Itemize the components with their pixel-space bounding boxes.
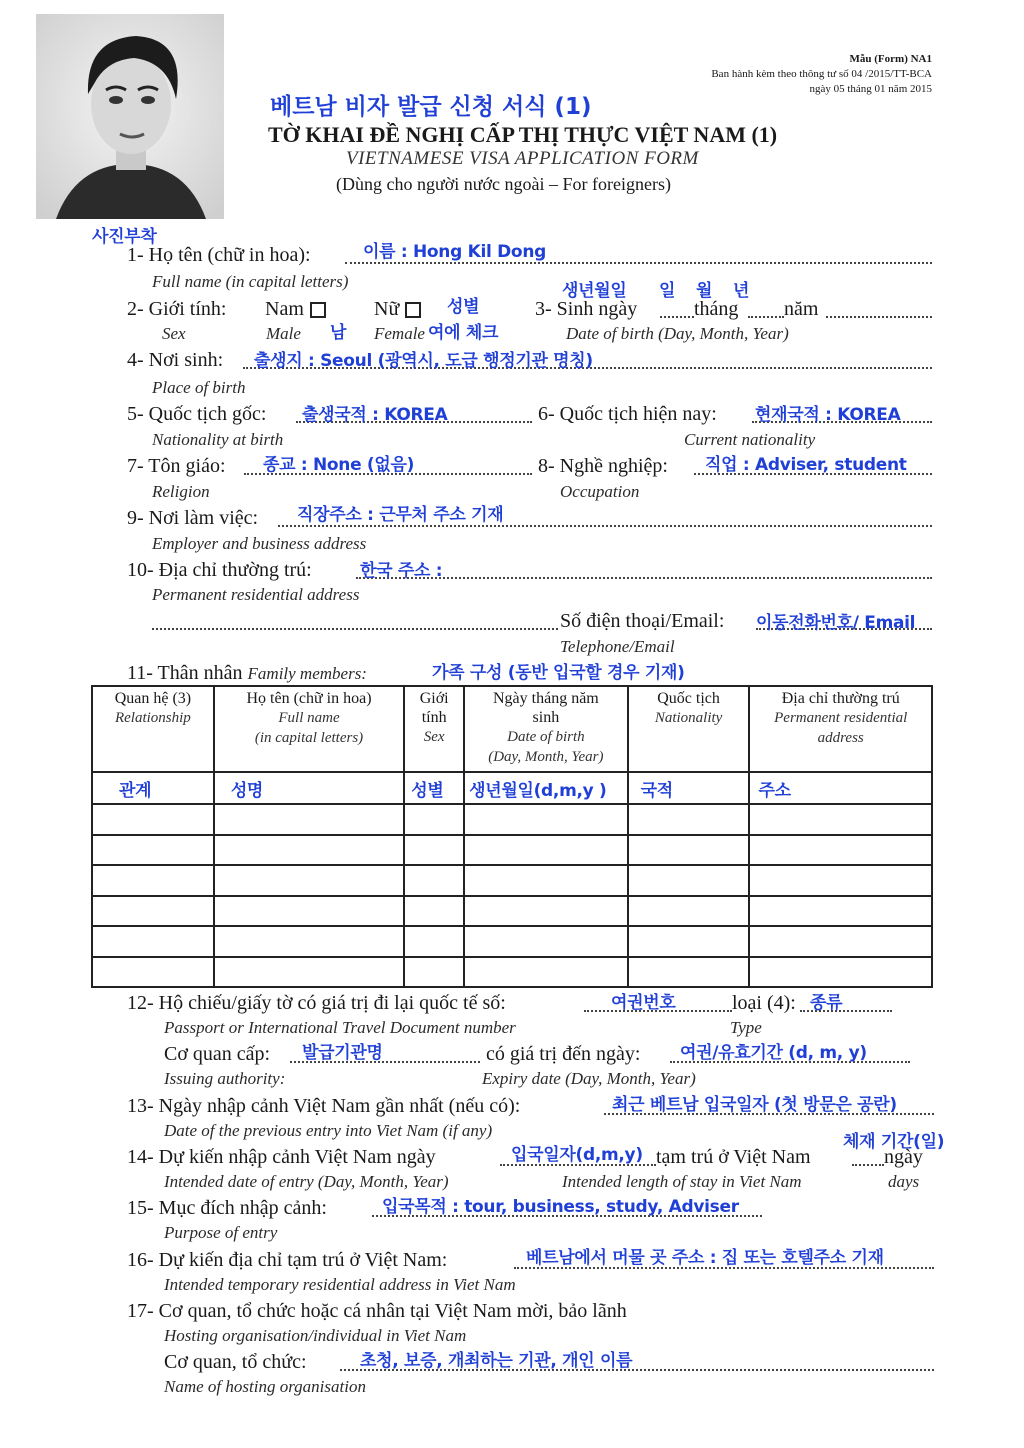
header-vn-2: tính <box>421 709 447 726</box>
cell[interactable] <box>404 804 464 835</box>
issuing-authority-label: Cơ quan cấp: <box>164 1043 271 1065</box>
hosting-org-value[interactable]: 초청, 보증, 개최하는 기관, 개인 이름 <box>360 1351 633 1371</box>
field-12-type-en: Type <box>730 1018 762 1037</box>
cell[interactable] <box>214 835 404 866</box>
field-4-value[interactable]: 출생지 : Seoul (광역시, 도급 행정기관 명칭) <box>254 351 593 371</box>
cell[interactable] <box>214 926 404 957</box>
issuing-authority-en: Issuing authority: <box>164 1069 286 1088</box>
field-5-label: 5- Quốc tịch gốc: <box>127 403 267 425</box>
header-vn: Họ tên (chữ in hoa) <box>246 690 372 707</box>
header-date-of-birth <box>464 686 628 772</box>
field-8-label: 8- Nghề nghiệp: <box>538 455 668 477</box>
cell[interactable] <box>628 865 750 896</box>
field-1-value[interactable]: 이름 : Hong Kil Dong <box>363 242 546 262</box>
field-12-en: Passport or International Travel Document number <box>164 1018 516 1037</box>
male-option[interactable] <box>265 298 326 321</box>
cell[interactable] <box>214 865 404 896</box>
cell[interactable] <box>214 957 404 988</box>
form-info <box>711 52 932 97</box>
phone-en: Telephone/Email <box>560 637 675 656</box>
cell[interactable] <box>749 835 932 866</box>
field-12-label: 12- Hộ chiếu/giấy tờ có giá trị đi lại quốc tế số: <box>127 992 506 1014</box>
cell[interactable] <box>92 926 214 957</box>
cell[interactable] <box>749 896 932 927</box>
header-relationship <box>92 686 214 772</box>
stay-label: tạm trú ở Việt Nam <box>656 1146 811 1168</box>
ko-dob: 생년월일(d,m,y ) <box>464 772 628 804</box>
female-en: Female <box>374 324 425 343</box>
table-row[interactable] <box>92 896 932 927</box>
field-16-label: 16- Dự kiến địa chỉ tạm trú ở Việt Nam: <box>127 1249 448 1271</box>
cell[interactable] <box>749 804 932 835</box>
table-row[interactable] <box>92 926 932 957</box>
ko-address: 주소 <box>749 772 932 804</box>
field-1-en: Full name (in capital letters) <box>152 272 349 291</box>
issued-with: Ban hành kèm theo thông tư số 04 /2015/TT-BCA <box>711 68 932 80</box>
field-9-line <box>278 525 932 527</box>
field-3-label-year: năm <box>784 298 819 320</box>
table-row[interactable] <box>92 804 932 835</box>
header-en: Nationality <box>654 710 723 726</box>
field-10-line-2[interactable] <box>152 628 558 630</box>
phone-value[interactable]: 이동전화번호/ Email <box>756 613 916 633</box>
cell[interactable] <box>92 865 214 896</box>
field-6-en: Current nationality <box>684 430 816 449</box>
field-3-ko-year: 년 <box>733 281 750 301</box>
field-14-en: Intended date of entry (Day, Month, Year) <box>164 1172 449 1191</box>
passport-type-value[interactable]: 종류 <box>810 993 843 1013</box>
header-en-2: address <box>817 730 864 746</box>
cell[interactable] <box>464 865 628 896</box>
cell[interactable] <box>404 835 464 866</box>
hosting-org-label: Cơ quan, tổ chức: <box>164 1351 307 1373</box>
field-8-value[interactable]: 직업 : Adviser, student <box>705 455 907 475</box>
field-11-vn: 11- Thân nhân <box>127 662 243 684</box>
cell[interactable] <box>214 804 404 835</box>
header-en: Sex <box>423 729 445 745</box>
title-english: VIETNAMESE VISA APPLICATION FORM <box>346 148 699 169</box>
table-row[interactable] <box>92 865 932 896</box>
cell[interactable] <box>404 896 464 927</box>
field-17-label: 17- Cơ quan, tổ chức hoặc cá nhân tại Việt Nam mời, bảo lãnh <box>127 1300 627 1322</box>
field-1-label: 1- Họ tên (chữ in hoa): <box>127 244 311 266</box>
field-10-en: Permanent residential address <box>152 585 360 604</box>
field-8-en: Occupation <box>560 482 640 501</box>
cell[interactable] <box>628 896 750 927</box>
field-3-label-day: 3- Sinh ngày <box>535 298 638 320</box>
ko-relationship: 관계 <box>92 772 214 804</box>
cell[interactable] <box>404 926 464 957</box>
header-en: Date of birth <box>507 729 585 745</box>
title-vietnamese: TỜ KHAI ĐỀ NGHỊ CẤP THỊ THỰC VIỆT NAM (1) <box>268 122 778 147</box>
cell[interactable] <box>464 957 628 988</box>
header-full-name <box>214 686 404 772</box>
field-16-value[interactable]: 베트남에서 머물 곳 주소 : 집 또는 호텔주소 기재 <box>526 1248 884 1268</box>
cell[interactable] <box>464 835 628 866</box>
expiry-value[interactable]: 여권/유효기간 (d, m, y) <box>680 1043 867 1063</box>
field-2-label: 2- Giới tính: <box>127 298 227 320</box>
family-members-table <box>91 685 933 988</box>
expiry-label: có giá trị đến ngày: <box>486 1043 641 1065</box>
field-7-en: Religion <box>152 482 210 501</box>
header-en-2: (Day, Month, Year) <box>488 749 604 765</box>
header-sex <box>404 686 464 772</box>
field-9-en: Employer and business address <box>152 534 367 553</box>
table-ko-row <box>92 772 932 804</box>
dob-year-line[interactable] <box>826 316 932 318</box>
form-number: Mẫu (Form) NA1 <box>849 53 932 65</box>
table-header-row <box>92 686 932 772</box>
days-en: days <box>888 1172 920 1191</box>
header-vn: Quốc tịch <box>657 690 720 707</box>
subtitle: (Dùng cho người nước ngoài – For foreigners) <box>336 174 671 194</box>
field-14-label: 14- Dự kiến nhập cảnh Việt Nam ngày <box>127 1146 436 1168</box>
field-7-label: 7- Tôn giáo: <box>127 455 226 477</box>
table-row[interactable] <box>92 957 932 988</box>
cell[interactable] <box>628 835 750 866</box>
cell[interactable] <box>628 804 750 835</box>
field-15-en: Purpose of entry <box>164 1223 278 1242</box>
hosting-org-en: Name of hosting organisation <box>164 1377 366 1396</box>
field-10-label: 10- Địa chỉ thường trú: <box>127 559 312 581</box>
field-13-en: Date of the previous entry into Viet Nam (if any) <box>164 1121 493 1140</box>
cell[interactable] <box>628 926 750 957</box>
cell[interactable] <box>404 957 464 988</box>
female-label: Nữ <box>374 298 400 320</box>
header-en: Permanent residential <box>774 710 908 726</box>
ko-nationality: 국적 <box>628 772 750 804</box>
male-label: Nam <box>265 298 304 320</box>
header-vn-2: sinh <box>532 709 560 726</box>
field-10-value[interactable]: 한국 주소 : <box>360 561 443 581</box>
stay-length-line[interactable] <box>852 1164 884 1166</box>
title-korean: 베트남 비자 발급 신청 서식 (1) <box>270 94 592 120</box>
header-vn: Quan hệ (3) <box>114 690 192 707</box>
field-3-ko-day: 일 <box>659 281 676 301</box>
male-checkbox[interactable] <box>310 302 326 318</box>
portrait-image <box>36 14 224 219</box>
cell[interactable] <box>404 865 464 896</box>
male-ko: 남 <box>330 323 347 343</box>
stay-days-label: ngày <box>884 1146 923 1168</box>
field-6-label: 6- Quốc tịch hiện nay: <box>538 403 717 425</box>
applicant-photo <box>36 14 224 219</box>
cell[interactable] <box>749 926 932 957</box>
female-checkbox[interactable] <box>405 302 421 318</box>
field-5-value[interactable]: 출생국적 : KOREA <box>302 405 448 425</box>
table-row[interactable] <box>92 835 932 866</box>
ko-sex: 성별 <box>404 772 464 804</box>
field-11-en: Family members: <box>247 664 367 683</box>
male-en: Male <box>266 324 301 343</box>
header-en: Full name <box>278 710 340 726</box>
photo-label: 사진부착 <box>92 227 157 247</box>
field-2-en: Sex <box>162 324 186 343</box>
header-vn: Giới <box>419 690 449 707</box>
header-en: Relationship <box>114 710 191 726</box>
stay-en: Intended length of stay in Viet Nam <box>562 1172 802 1191</box>
issued-date: ngày 05 tháng 01 năm 2015 <box>809 83 932 95</box>
field-13-label: 13- Ngày nhập cảnh Việt Nam gần nhất (nếu có): <box>127 1095 521 1117</box>
field-16-en: Intended temporary residential address in Viet Nam <box>164 1275 516 1294</box>
cell[interactable] <box>749 957 932 988</box>
header-nationality <box>628 686 750 772</box>
cell[interactable] <box>92 957 214 988</box>
header-address <box>749 686 932 772</box>
field-3-label-month: tháng <box>694 298 739 320</box>
field-9-label: 9- Nơi làm việc: <box>127 507 259 529</box>
cell[interactable] <box>749 865 932 896</box>
field-15-label: 15- Mục đích nhập cảnh: <box>127 1197 327 1219</box>
cell[interactable] <box>92 804 214 835</box>
expiry-en: Expiry date (Day, Month, Year) <box>482 1069 696 1088</box>
field-1-line <box>345 262 932 264</box>
issuing-authority-value[interactable]: 발급기관명 <box>302 1043 383 1063</box>
cell[interactable] <box>464 804 628 835</box>
female-ko: 여에 체크 <box>428 323 499 343</box>
field-3-ko-label: 생년월일 <box>562 281 627 301</box>
stay-length-ko: 체재 기간(일) <box>843 1132 945 1152</box>
cell[interactable] <box>214 896 404 927</box>
sex-ko-note: 성별 <box>447 297 480 317</box>
cell[interactable] <box>92 896 214 927</box>
entry-date-value[interactable]: 입국일자(d,m,y) <box>511 1145 643 1165</box>
field-12-type-label: loại (4): <box>732 992 796 1014</box>
phone-label: Số điện thoại/Email: <box>560 610 725 632</box>
cell[interactable] <box>464 896 628 927</box>
field-7-value[interactable]: 종교 : None (없음) <box>263 455 415 475</box>
field-6-value[interactable]: 현재국적 : KOREA <box>755 405 901 425</box>
field-3-en: Date of birth (Day, Month, Year) <box>566 324 789 343</box>
field-10-line <box>356 577 932 579</box>
cell[interactable] <box>464 926 628 957</box>
field-5-en: Nationality at birth <box>152 430 284 449</box>
header-vn: Địa chỉ thường trú <box>781 690 900 707</box>
field-4-label: 4- Nơi sinh: <box>127 349 224 371</box>
field-3-ko-month: 월 <box>696 281 713 301</box>
header-en-2: (in capital letters) <box>254 730 364 746</box>
field-13-value[interactable]: 최근 베트남 입국일자 (첫 방문은 공란) <box>612 1095 897 1115</box>
passport-number-value[interactable]: 여권번호 <box>611 993 676 1013</box>
cell[interactable] <box>628 957 750 988</box>
cell[interactable] <box>92 835 214 866</box>
header-vn: Ngày tháng năm <box>493 690 599 707</box>
field-11-ko: 가족 구성 (동반 입국할 경우 기재) <box>432 663 685 683</box>
dob-month-line[interactable] <box>748 316 784 318</box>
ko-name: 성명 <box>214 772 404 804</box>
female-option[interactable] <box>374 298 421 321</box>
field-4-en: Place of birth <box>152 378 246 397</box>
field-9-value[interactable]: 직장주소 : 근무처 주소 기재 <box>297 505 504 525</box>
dob-day-line[interactable] <box>660 316 694 318</box>
field-11-label <box>127 662 367 685</box>
field-15-value[interactable]: 입국목적 : tour, business, study, Adviser <box>382 1197 739 1217</box>
field-17-en: Hosting organisation/individual in Viet Nam <box>164 1326 467 1345</box>
